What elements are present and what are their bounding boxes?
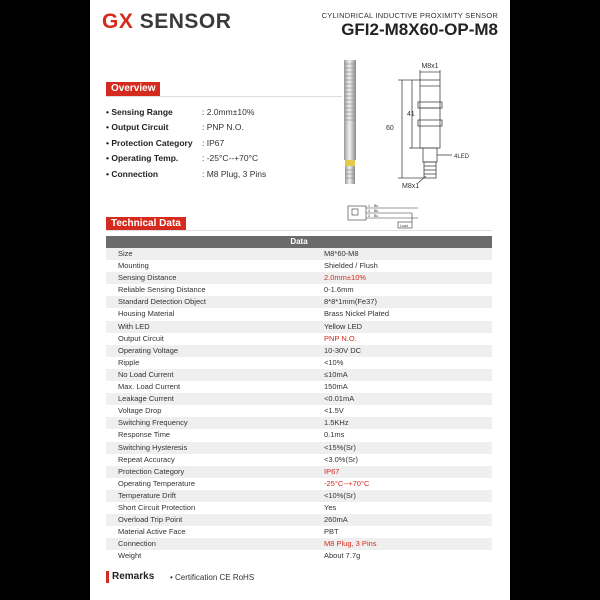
wire-bn-label: Bn (374, 204, 379, 208)
technical-heading: Technical Data (106, 217, 186, 231)
row-label: No Load Current (118, 369, 174, 379)
table-row (106, 405, 492, 417)
row-value: Yes (324, 502, 337, 512)
overview-divider (106, 96, 342, 97)
product-model: GFI2-M8X60-OP-M8 (341, 20, 498, 39)
row-value: <10%(Sr) (324, 490, 356, 500)
wire-bu-label: Bu (374, 214, 379, 218)
dim-bottom-label: M8x1 (402, 183, 420, 190)
table-row (106, 490, 492, 502)
row-label: Max. Load Current (118, 382, 181, 392)
row-label: Repeat Accuracy (118, 454, 175, 464)
table-row (106, 357, 492, 369)
overview-list (106, 104, 346, 182)
row-label: Overload Trip Point (118, 515, 183, 525)
overview-key: • Operating Temp. (106, 153, 202, 163)
row-value: <1.5V (324, 406, 344, 416)
row-value: -25°C--+70°C (324, 478, 370, 488)
row-label: Switching Frequency (118, 418, 188, 428)
table-row (106, 393, 492, 405)
table-row (106, 514, 492, 526)
table-header: Data (106, 236, 492, 248)
row-label: Short Circuit Protection (118, 502, 196, 512)
overview-heading: Overview (106, 82, 160, 96)
table-row (106, 550, 492, 562)
row-value: IP67 (324, 466, 340, 476)
row-label: Response Time (118, 430, 171, 440)
row-label: Voltage Drop (118, 406, 162, 416)
overview-value: : IP67 (202, 137, 225, 148)
datasheet-page (90, 0, 510, 600)
row-label: Switching Hysteresis (118, 442, 188, 452)
table-row (106, 333, 492, 345)
svg-text:4: 4 (368, 209, 370, 213)
overview-key: • Sensing Range (106, 107, 202, 117)
svg-text:1: 1 (368, 204, 370, 208)
row-value: 1.5KHz (324, 418, 349, 428)
row-value: 0.1ms (324, 430, 345, 440)
row-label: Ripple (118, 357, 140, 367)
table-row (106, 308, 492, 320)
row-value: 2.0mm±10% (324, 273, 367, 283)
row-value: About 7.7g (324, 551, 361, 561)
table-row (106, 417, 492, 429)
row-value: 10-30V DC (324, 345, 362, 355)
wire-bk-label: Bk (374, 209, 379, 213)
dim-41-label: 41 (407, 111, 415, 118)
dim-top-label: M8x1 (421, 63, 439, 70)
row-value: PBT (324, 527, 339, 537)
overview-key: • Output Circuit (106, 122, 202, 132)
overview-value: : M8 Plug, 3 Pins (202, 168, 267, 179)
table-body (106, 248, 492, 562)
product-subtitle: CYLINDRICAL INDUCTIVE PROXIMITY SENSOR (321, 11, 498, 20)
overview-value: : 2.0mm±10% (202, 106, 255, 117)
remarks-heading: Remarks (112, 571, 155, 582)
row-label: Connection (118, 539, 156, 549)
table-row (106, 538, 492, 550)
row-label: Sensing Distance (118, 273, 177, 283)
table-row (106, 429, 492, 441)
remarks-accent (106, 571, 109, 583)
row-value: <0.01mA (324, 394, 355, 404)
row-value: <3.0%(Sr) (324, 454, 358, 464)
overview-item (106, 166, 346, 182)
row-label: Standard Detection Object (118, 297, 206, 307)
row-label: With LED (118, 321, 150, 331)
row-value: <15%(Sr) (324, 442, 356, 452)
table-row (106, 369, 492, 381)
table-row (106, 272, 492, 284)
row-label: Temperature Drift (118, 490, 176, 500)
row-value: M8 Plug, 3 Pins (324, 539, 377, 549)
row-value: Brass Nickel Plated (324, 309, 390, 319)
technical-divider (106, 230, 492, 231)
sensor-product-image (342, 60, 358, 188)
row-label: Size (118, 249, 133, 258)
row-value: ≤10mA (324, 369, 348, 379)
row-value: 0-1.6mm (324, 285, 354, 295)
table-row (106, 478, 492, 490)
row-value: 150mA (324, 382, 348, 392)
logo-gx: GX (102, 10, 134, 33)
technical-table (106, 236, 492, 562)
row-label: Leakage Current (118, 394, 174, 404)
remarks-text: • Certification CE RoHS (170, 573, 254, 582)
table-row (106, 321, 492, 333)
row-label: Output Circuit (118, 333, 164, 343)
row-label: Protection Category (118, 466, 185, 476)
table-row (106, 296, 492, 308)
table-row (106, 442, 492, 454)
row-value: Yellow LED (324, 321, 363, 331)
table-row (106, 260, 492, 272)
overview-item (106, 120, 346, 136)
table-row (106, 466, 492, 478)
row-value: PNP N.O. (324, 333, 357, 343)
table-row (106, 381, 492, 393)
table-row (106, 526, 492, 538)
logo-sensor: SENSOR (139, 10, 232, 33)
row-value: M8*60-M8 (324, 249, 359, 258)
load-label: Load (400, 224, 408, 228)
svg-text:3: 3 (368, 214, 370, 218)
row-value: 8*8*1mm(Fe37) (324, 297, 377, 307)
table-row (106, 454, 492, 466)
row-label: Operating Voltage (118, 345, 179, 355)
row-label: Weight (118, 551, 142, 561)
overview-value: : PNP N.O. (202, 122, 244, 133)
overview-item (106, 104, 346, 120)
row-label: Material Active Face (118, 527, 186, 537)
overview-value: : -25°C--+70°C (202, 153, 259, 164)
row-value: <10% (324, 357, 344, 367)
table-row (106, 248, 492, 260)
overview-item (106, 151, 346, 167)
table-row (106, 502, 492, 514)
table-row (106, 345, 492, 357)
row-value: Shielded / Flush (324, 261, 378, 271)
overview-key: • Protection Category (106, 138, 202, 148)
row-label: Housing Material (118, 309, 175, 319)
overview-item (106, 135, 346, 151)
row-value: 260mA (324, 515, 348, 525)
dim-led-label: 4LED (454, 154, 470, 160)
row-label: Reliable Sensing Distance (118, 285, 206, 295)
dimension-drawing (380, 58, 500, 193)
dim-60-label: 60 (386, 125, 394, 132)
overview-key: • Connection (106, 169, 202, 179)
row-label: Mounting (118, 261, 149, 271)
wiring-diagram (346, 200, 426, 230)
table-row (106, 284, 492, 296)
row-label: Operating Temperature (118, 478, 195, 488)
brand-logo (102, 10, 231, 34)
